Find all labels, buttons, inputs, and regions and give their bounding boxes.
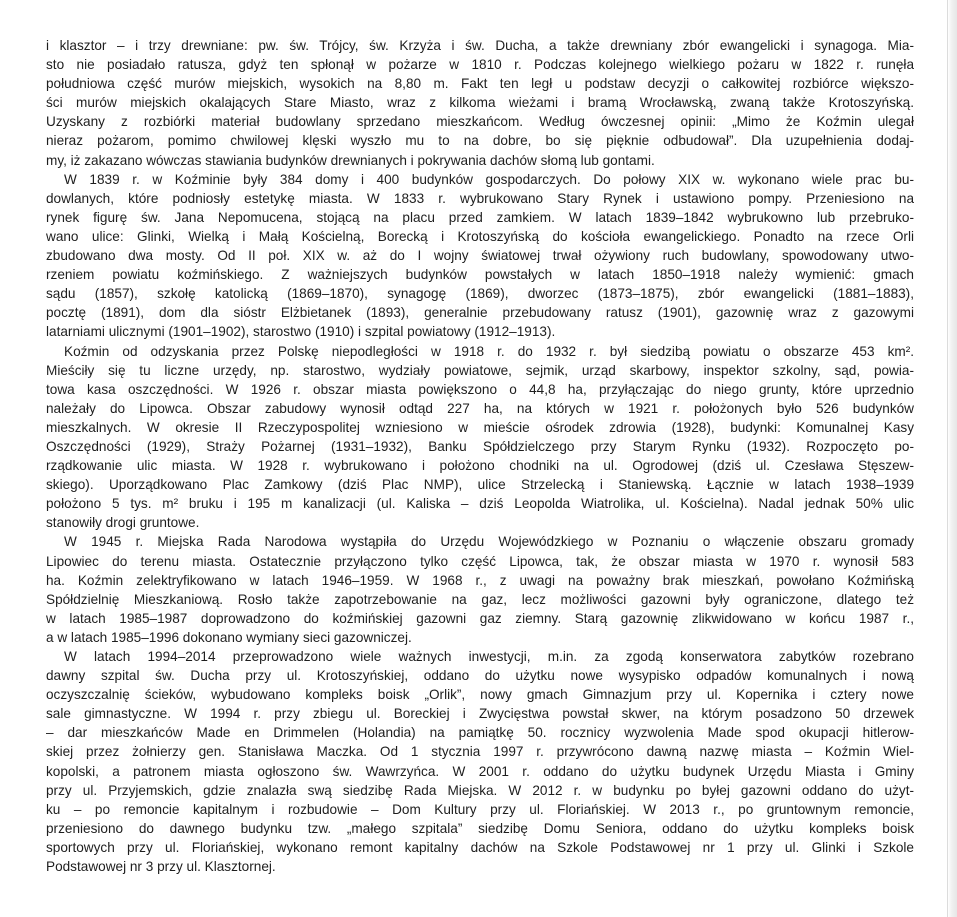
text-line: przy ul. Przyjemskich, gdzie znalazła swą siedzibę Rada Miejska. W 2012 r. w budynku po byłej gazowni oddano do użyt- <box>46 782 914 798</box>
text-line: Koźmin od odzyskania przez Polskę niepodległości w 1918 r. do 1932 r. był siedzibą powiatu o obszarze 453 km². <box>64 343 914 359</box>
paragraph <box>46 36 914 170</box>
text-line: skiej przez żołnierzy gen. Stanisława Maczka. Od 1 stycznia 1997 r. przywrócono dawną nazwę miasta – Koźmin Wiel- <box>46 744 914 760</box>
text-line: rządkowanie ulic miasta. W 1928 r. wybrukowano i położono chodniki na ul. Ogrodowej (dziś ul. Czesława Stęszew- <box>46 458 914 474</box>
text-line: w latach 1985–1987 doprowadzono do koźmińskiej gazowni gaz ziemny. Starą gazownię zlikwidowano w końcu 1987 r., <box>46 610 914 626</box>
text-line: W 1945 r. Miejska Rada Narodowa wystąpiła do Urzędu Wojewódzkiego w Poznaniu o włączenie obszaru gromady <box>64 534 914 550</box>
text-line: towa kasa oszczędności. W 1926 r. obszar miasta powiększono o 44,8 ha, przyłączając do niego grunty, które uprzednio <box>46 381 914 397</box>
text-line: W latach 1994–2014 przeprowadzono wiele ważnych inwestycji, m.in. za zgodą konserwatora zabytków rozebrano <box>64 649 914 664</box>
text-line: skiego). Uporządkowano Plac Zamkowy (dziś Plac NMP), ulice Strzelecką i Staniewską. Łącznie w latach 1938–1939 <box>46 477 914 493</box>
text-line: przeniesiono do dawnego budynku tzw. „małego szpitala” siedzibę Domu Seniora, oddano do użytku kompleks boisk <box>46 820 914 836</box>
text-line: mieszkalnych. W okresie II Rzeczypospolitej wzniesiono w mieście ośrodek zdrowia (1928), budynki: Komunalnej Kasy <box>46 419 914 435</box>
paragraph <box>46 647 914 876</box>
text-line: rzeniem powiatu koźmińskiego. Z ważniejszych budynków powstałych w latach 1850–1918 należy wymienić: gmach <box>46 267 914 283</box>
text-line: Spółdzielnię Mieszkaniową. Rosło także zapotrzebowanie na gaz, lecz możliwości gazowni były ograniczone, dlatego też <box>46 591 914 607</box>
text-line: sale gimnastyczne. W 1994 r. przy zbiegu ul. Boreckiej i Zwycięstwa powstał skwer, na którym posadzono 50 drzewek <box>46 706 914 722</box>
text-line: sto nie posiadało ratusza, gdyż ten spłonął w pożarze w 1810 r. Podczas kolejnego wielkiego pożaru w 1822 r. runęła <box>46 57 914 73</box>
text-line: nieraz pożarom, pomimo chwilowej klęski wyszło mu to na dobre, bo się pięknie odbudował”. Dla uzupełnienia dodaj- <box>46 133 914 149</box>
text-line: sportowych przy ul. Floriańskiej, wykonano remont kapitalny dachów na Szkole Podstawowej nr 1 przy ul. Glinki i Szkole <box>46 839 914 855</box>
text-line: ku – po remoncie kapitalnym i rozbudowie – Dom Kultury przy ul. Floriańskiej. W 2013 r., po gruntownym remoncie, <box>46 801 914 817</box>
text-line: oczyszczalnię ścieków, wybudowano kompleks boisk „Orlik”, nowy gmach Gimnazjum przy ul. Kopernika i cztery nowe <box>46 687 914 703</box>
text-line: Lipowiec do terenu miasta. Ostatecznie przyłączono tylko część Lipowca, tak, że obszar miasta w 1970 r. wynosił 583 <box>46 553 914 569</box>
text-line: wano ulice: Glinki, Wielką i Małą Kościelną, Borecką i Krotoszyńską do kościoła ewangelickiego. Ponadto na rzece Orli <box>46 228 914 244</box>
paragraph <box>46 170 914 342</box>
text-line: ha. Koźmin zelektryfikowano w latach 1946–1959. W 1968 r., z uwagi na poważny brak mieszkań, powołano Koźmińską <box>46 572 914 588</box>
text-line: i klasztor – i trzy drewniane: pw. św. Trójcy, św. Krzyża i św. Ducha, a także drewniany zbór ewangelicki i synagoga. Mia- <box>46 38 914 53</box>
text-line: należały do Lipowca. Obszar zabudowy wynosił odtąd 227 ha, na których w 1921 r. położonych było 526 budynków <box>46 400 914 416</box>
page-edge <box>947 0 957 917</box>
text-line: sądu (1857), szkołę katolicką (1869–1870), synagogę (1869), dworzec (1873–1875), zbór ewangelicki (1881–1883), <box>46 286 914 302</box>
text-line: dowlanych, które podniosły estetykę miasta. W 1833 r. wybrukowano Stary Rynek i ustawiono pompy. Przeniesiono na <box>46 190 914 206</box>
paragraph <box>46 342 914 533</box>
text-line: pocztę (1891), dom dla sióstr Elżbietanek (1893), generalnie przebudowany ratusz (1901), gazownię wraz z gazowymi <box>46 305 914 321</box>
text-line: Uzyskany z rozbiórki materiał budowlany sprzedano mieszkańcom. Według ówczesnej opinii: „Mimo że Koźmin ulegał <box>46 114 914 130</box>
text-line: a w latach 1985–1996 dokonano wymiany sieci gazowniczej. <box>46 629 412 645</box>
text-line: południowa część murów miejskich, wysokich na 8,80 m. Fakt ten legł u podstaw decyzji o całkowitej rozbiórce większo- <box>46 76 914 92</box>
text-line: latarniami ulicznymi (1901–1902), starostwo (1910) i szpital powiatowy (1912–1913). <box>46 324 556 340</box>
text-line: dawny szpital św. Ducha przy ul. Krotoszyńskiej, oddano do użytku nowe wysypisko odpadów komunalnych i nową <box>46 668 914 684</box>
text-line: – dar mieszkańców Made en Drimmelen (Holandia) na pamiątkę 50. rocznicy wyzwolenia Made spod okupacji hitlerow- <box>46 725 914 741</box>
text-line: ści murów miejskich okalających Stare Miasto, wraz z kilkoma wieżami i bramą Wrocławską, zwaną także Krotoszyńską. <box>46 95 914 111</box>
text-column <box>46 36 914 876</box>
text-line: zbudowano dwa mosty. Od II poł. XIX w. aż do I wojny światowej trwał ożywiony ruch budowlany, spowodowany utwo- <box>46 248 914 264</box>
text-line: W 1839 r. w Koźminie były 384 domy i 400 budynków gospodarczych. Do połowy XIX w. wykonano wiele prac bu- <box>64 171 914 187</box>
text-line: kopolski, a patronem miasta ogłoszono św. Wawrzyńca. W 2001 r. oddano do użytku budynek Urzędu Miasta i Gminy <box>46 763 914 779</box>
text-line: położono 5 tys. m² bruku i 195 m kanalizacji (ul. Kaliska – dziś Leopolda Wiatrolika, ul. Kościelna). Nadal jednak 50% ulic <box>46 496 914 512</box>
text-line: rynek figurę św. Jana Nepomucena, stojącą na placu przed zamkiem. W latach 1839–1842 wybrukowno lub przebruko- <box>46 209 914 225</box>
text-line: my, iż zakazano wówczas stawiania budynków drewnianych i pokrywania dachów słomą lub gontami. <box>46 152 655 168</box>
text-line: Mieściły się tu liczne urzędy, np. starostwo, wydziały powiatowe, sejmik, urząd skarbowy, inspektor szkolny, sąd, powia- <box>46 362 914 378</box>
text-line: Podstawowej nr 3 przy ul. Klasztornej. <box>46 859 276 875</box>
text-line: Oszczędności (1929), Straży Pożarnej (1931–1932), Banku Spółdzielczego przy Starym Rynku (1932). Rozpoczęto po- <box>46 438 914 454</box>
paragraph <box>46 532 914 647</box>
text-line: stanowiły drogi gruntowe. <box>46 515 200 531</box>
